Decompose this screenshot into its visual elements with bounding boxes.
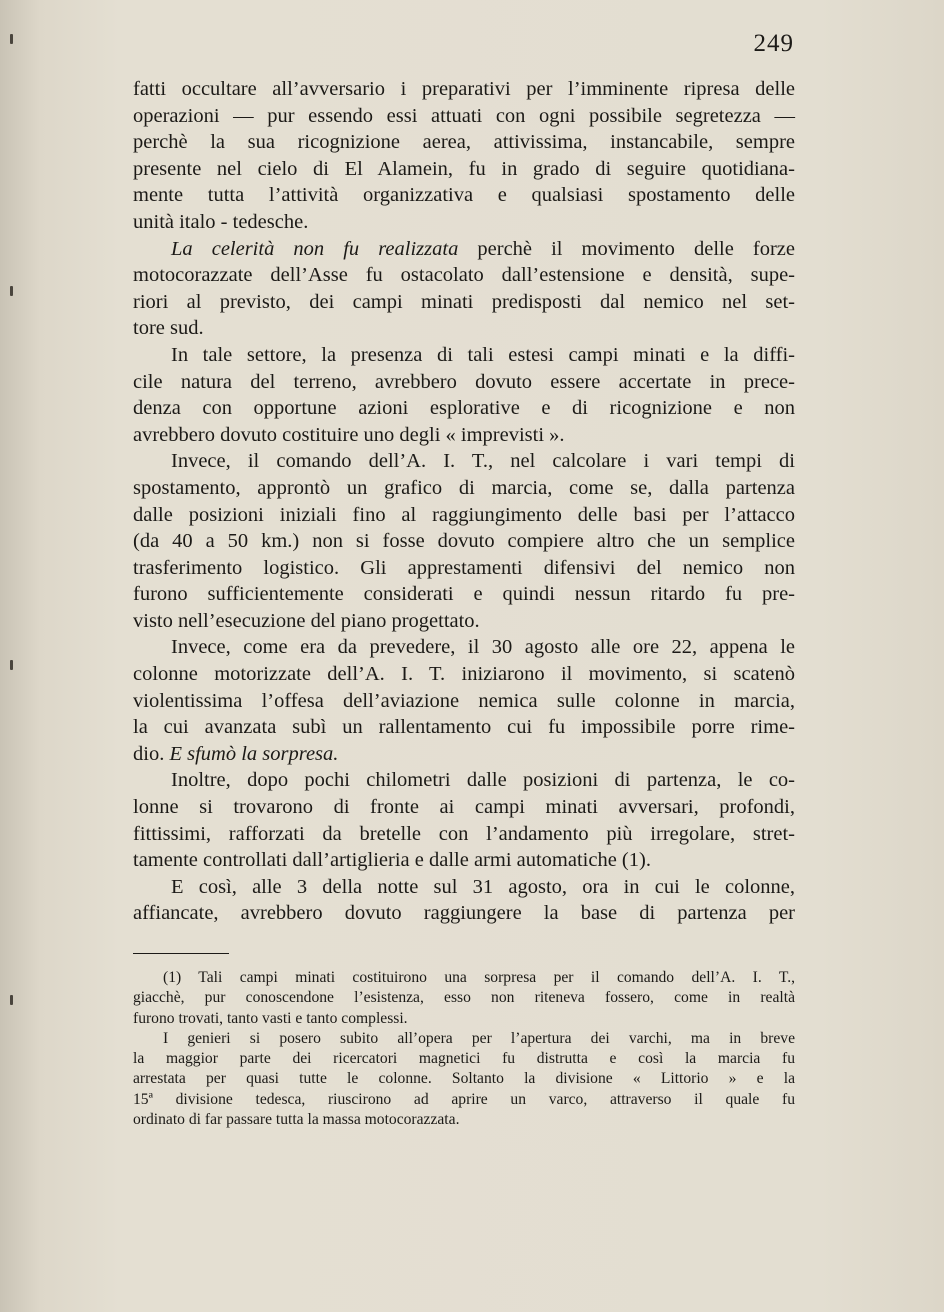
- text-line: tamente controllati dall’artiglieria e dalle armi automatiche (1).: [133, 849, 651, 872]
- text-line: (da 40 a 50 km.) non si fosse dovuto compiere altro che un semplice: [133, 530, 795, 553]
- text-line: [133, 741, 795, 768]
- text-line: furono sufficientemente considerati e quindi nessun ritardo fu pre-: [133, 583, 795, 606]
- text-line: violentissima l’offesa dell’aviazione nemica sulle colonne in marcia,: [133, 689, 795, 712]
- text-span: perchè il movimento delle forze: [458, 237, 795, 260]
- text-line: mente tutta l’attività organizzativa e qualsiasi spostamento delle: [133, 184, 795, 207]
- text-line: cile natura del terreno, avrebbero dovuto essere accertate in prece-: [133, 370, 795, 393]
- italic-tail: E sfumò la sorpresa.: [169, 742, 339, 765]
- margin-mark: [10, 34, 13, 44]
- footnote-line: furono trovati, tanto vasti e tanto complessi.: [133, 1009, 408, 1027]
- paragraph: [133, 448, 795, 634]
- margin-mark: [10, 660, 13, 670]
- text-line: trasferimento logistico. Gli apprestamenti difensivi del nemico non: [133, 556, 795, 579]
- footnote: [133, 968, 795, 1029]
- text-line: fittissimi, rafforzati da bretelle con l’andamento più irregolare, stret-: [133, 822, 795, 845]
- text-line: lonne si trovarono di fronte ai campi minati avversari, profondi,: [133, 796, 795, 819]
- footnote-line: I genieri si posero subito all’opera per l’apertura dei varchi, ma in breve: [163, 1029, 795, 1047]
- footnote-line: (1) Tali campi minati costituirono una sorpresa per il comando dell’A. I. T.,: [163, 969, 795, 986]
- footnote-line: la maggior parte dei ricercatori magnetici fu distrutta e così la marcia fu: [133, 1050, 795, 1068]
- text-line: unità italo - tedesche.: [133, 210, 309, 233]
- text-line: Invece, il comando dell’A. I. T., nel calcolare i vari tempi di: [171, 450, 795, 473]
- text-line: fatti occultare all’avversario i preparativi per l’imminente ripresa delle: [133, 78, 795, 100]
- text-line: visto nell’esecuzione del piano progettato.: [133, 609, 480, 632]
- footnote-rule: [133, 953, 229, 954]
- paragraph: [133, 236, 795, 342]
- text-span: dio.: [133, 742, 170, 765]
- text-line: motocorazzate dell’Asse fu ostacolato dall’estensione e densità, supe-: [133, 264, 795, 287]
- text-line: avrebbero dovuto costituire uno degli « imprevisti ».: [133, 423, 565, 446]
- text-line: Inoltre, dopo pochi chilometri dalle posizioni di partenza, le co-: [171, 769, 795, 792]
- paragraph: [133, 342, 795, 448]
- text-line: spostamento, approntò un grafico di marcia, come se, dalla partenza: [133, 476, 795, 499]
- body-text: [133, 76, 795, 927]
- footnote-line: arrestata per quasi tutte le colonne. Soltanto la divisione « Littorio » e la: [133, 1070, 795, 1088]
- text-line: affiancate, avrebbero dovuto raggiungere la base di partenza per: [133, 902, 795, 925]
- footnote-line: giacchè, pur conoscendone l’esistenza, esso non riteneva fossero, come in realtà: [133, 989, 795, 1007]
- text-line: operazioni — pur essendo essi attuati con ogni possibile segretezza —: [133, 104, 795, 127]
- text-line: presente nel cielo di El Alamein, fu in grado di seguire quotidiana-: [133, 157, 795, 180]
- paragraph: [133, 634, 795, 767]
- footnote-line: 15ª divisione tedesca, riuscirono ad aprire un varco, attraverso il quale fu: [133, 1090, 795, 1108]
- margin-mark: [10, 286, 13, 296]
- text-line: In tale settore, la presenza di tali estesi campi minati e la diffi-: [171, 343, 795, 366]
- page-number: 249: [753, 30, 794, 57]
- footnote: [133, 1029, 795, 1130]
- text-line: riori al previsto, dei campi minati predisposti dal nemico nel set-: [133, 290, 795, 313]
- text-line: Invece, come era da prevedere, il 30 agosto alle ore 22, appena le: [171, 636, 795, 659]
- footnote-line: ordinato di far passare tutta la massa motocorazzata.: [133, 1111, 460, 1129]
- text-line: tore sud.: [133, 317, 204, 340]
- footnotes: [133, 968, 795, 1130]
- paragraph: [133, 874, 795, 927]
- text-line: la cui avanzata subì un rallentamento cui fu impossibile porre rime-: [133, 716, 795, 739]
- paragraph: [133, 767, 795, 873]
- text-line: E così, alle 3 della notte sul 31 agosto, ora in cui le colonne,: [171, 875, 795, 898]
- text-line: perchè la sua ricognizione aerea, attivissima, instancabile, sempre: [133, 131, 795, 154]
- text-line: colonne motorizzate dell’A. I. T. iniziarono il movimento, si scatenò: [133, 663, 795, 686]
- margin-mark: [10, 995, 13, 1005]
- text-line: denza con opportune azioni esplorative e di ricognizione e non: [133, 397, 795, 420]
- italic-lead: La celerità non fu realizzata: [171, 237, 459, 260]
- text-line: dalle posizioni iniziali fino al raggiungimento delle basi per l’attacco: [133, 503, 795, 526]
- paragraph: [133, 76, 795, 236]
- text-line: [133, 236, 795, 263]
